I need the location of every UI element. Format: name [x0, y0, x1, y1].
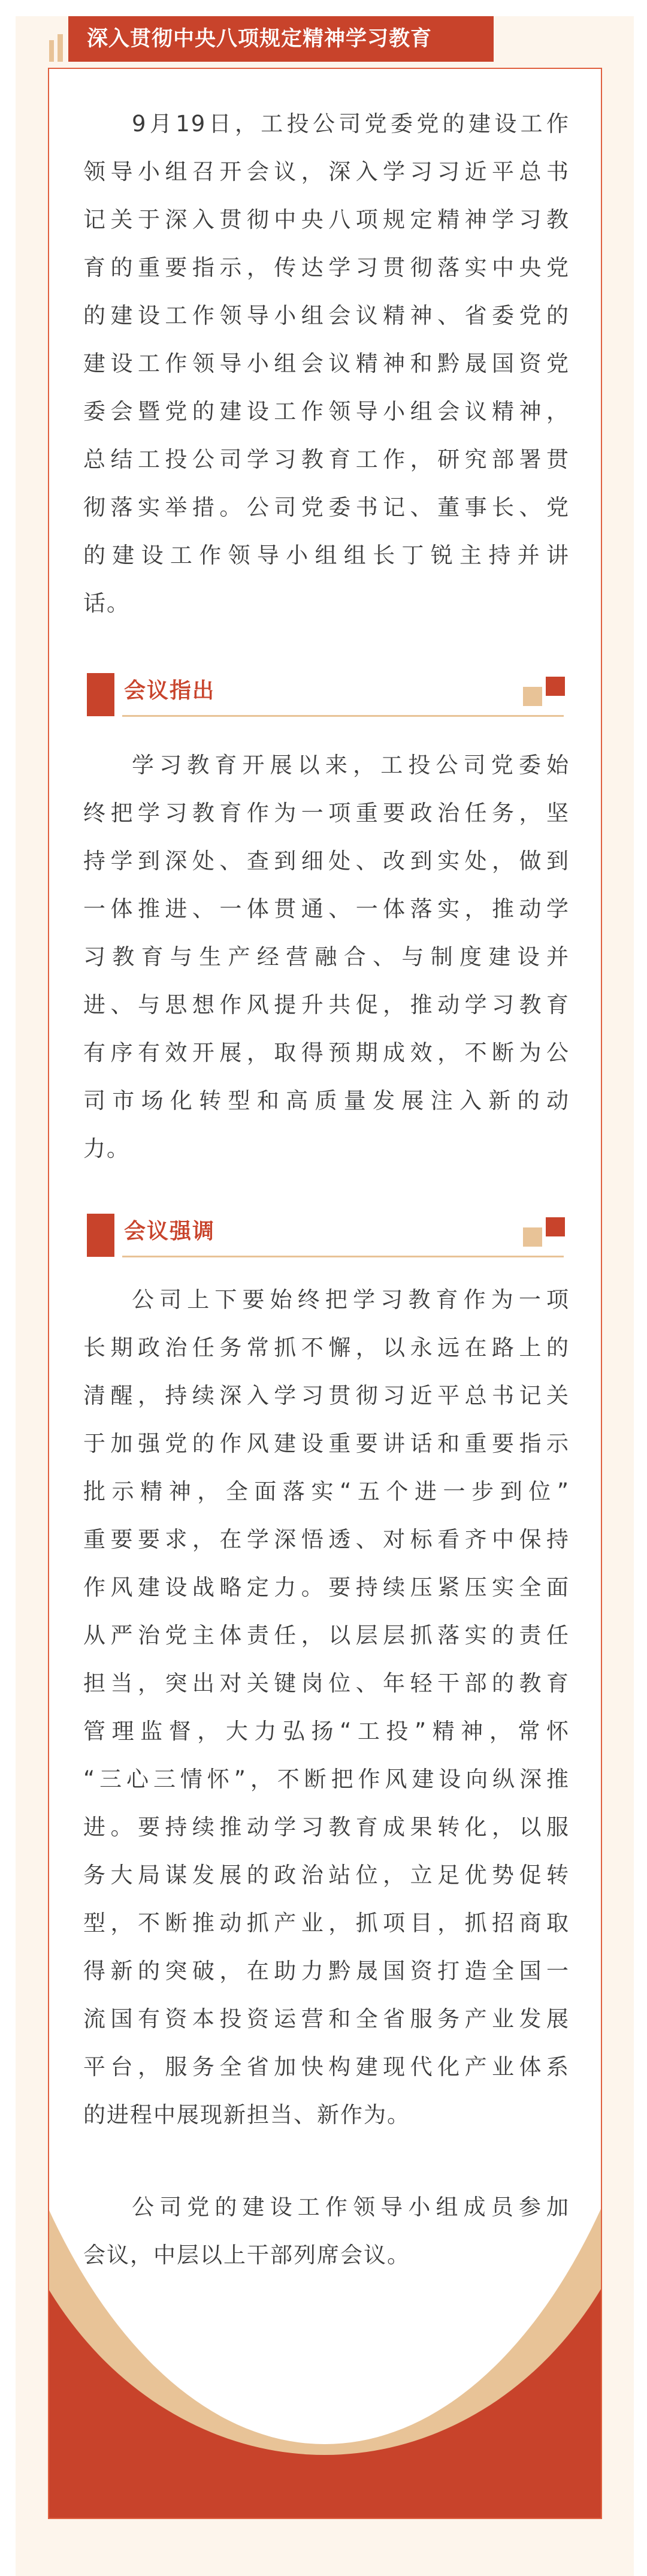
- text-line: 务大局谋发展的政治站位，立足优势促转: [83, 1862, 570, 1888]
- text-line: 重要要求，在学深悟透、对标看齐中保持: [83, 1527, 570, 1552]
- text-line: 建设工作领导小组会议精神和黔晟国资党: [83, 351, 570, 376]
- square-decor-icon: [546, 1217, 565, 1236]
- paragraph-intro: [83, 100, 570, 628]
- square-decor-icon: [523, 1227, 542, 1247]
- text-line: 得新的突破，在助力黔晟国资打造全国一: [83, 1958, 570, 1984]
- text-line: 流国有资本投资运营和全省服务产业发展: [83, 2006, 570, 2032]
- text-line: 型，不断推动抓产业，抓项目，抓招商取: [83, 1910, 570, 1936]
- text-line: 持学到深处、查到细处、改到实处，做到: [83, 848, 570, 874]
- text-line: 记关于深入贯彻中央八项规定精神学习教: [83, 207, 570, 233]
- text-line: 有序有效开展，取得预期成效，不断为公: [83, 1040, 570, 1066]
- text-line: 公司上下要始终把学习教育作为一项: [132, 1287, 570, 1313]
- text-line: 会议，中层以上干部列席会议。: [83, 2242, 410, 2268]
- section-underline: [122, 1256, 564, 1257]
- text-line: 平台，服务全省加快构建现代化产业体系: [83, 2054, 570, 2080]
- header-decor-bar: [49, 40, 54, 62]
- text-line: 终把学习教育作为一项重要政治任务，坚: [83, 800, 570, 826]
- text-line: 的建设工作领导小组会议精神、省委党的: [83, 303, 570, 328]
- text-line: 习教育与生产经营融合、与制度建设并: [83, 944, 570, 970]
- text-line: 学习教育开展以来，工投公司党委始: [132, 752, 570, 778]
- text-line: 长期政治任务常抓不懈，以永远在路上的: [83, 1335, 570, 1361]
- text-line: 一体推进、一体贯通、一体落实，推动学: [83, 896, 570, 922]
- text-line: 公司党的建设工作领导小组成员参加: [132, 2194, 570, 2220]
- paragraph-points: [83, 741, 570, 1173]
- article-card: [48, 68, 602, 2519]
- text-line: 从严治党主体责任，以层层抓落实的责任: [83, 1622, 570, 1648]
- section-marker: [87, 1214, 114, 1257]
- section-underline: [122, 715, 564, 717]
- text-line: 领导小组召开会议，深入学习习近平总书: [83, 159, 570, 185]
- article-title: 深入贯彻中央八项规定精神学习教育: [68, 16, 494, 62]
- section-title: 会议强调: [124, 1219, 216, 1244]
- header-decor-bar: [58, 34, 63, 62]
- bottom-arc-decoration: [49, 2098, 601, 2518]
- paragraph-emphasis: [83, 1276, 570, 2139]
- text-line: 管理监督，大力弘扬“工投”精神，常怀: [83, 1718, 570, 1744]
- text-line: 育的重要指示，传达学习贯彻落实中央党: [83, 255, 570, 280]
- text-line: 的进程中展现新担当、新作为。: [83, 2102, 410, 2128]
- text-line: 作风建设战略定力。要持续压紧压实全面: [83, 1574, 570, 1600]
- text-line: 批示精神，全面落实“五个进一步到位”: [83, 1479, 570, 1504]
- square-decor-icon: [523, 687, 542, 706]
- text-line: “三心三情怀”，不断把作风建设向纵深推: [83, 1766, 570, 1792]
- text-line: 话。: [83, 590, 130, 616]
- text-line: 9月19日，工投公司党委党的建设工作: [132, 111, 570, 137]
- text-line: 委会暨党的建设工作领导小组会议精神，: [83, 399, 570, 424]
- text-line: 清醒，持续深入学习贯彻习近平总书记关: [83, 1383, 570, 1408]
- text-line: 彻落实举措。公司党委书记、董事长、党: [83, 494, 570, 520]
- section-title: 会议指出: [124, 678, 216, 703]
- text-line: 于加强党的作风建设重要讲话和重要指示: [83, 1431, 570, 1456]
- text-line: 进。要持续推动学习教育成果转化，以服: [83, 1814, 570, 1840]
- section-heading-points: [86, 673, 564, 721]
- section-heading-emphasis: [86, 1214, 564, 1262]
- text-line: 的建设工作领导小组组长丁锐主持并讲: [83, 542, 570, 568]
- text-line: 进、与思想作风提升共促，推动学习教育: [83, 992, 570, 1018]
- paragraph-attendance: [83, 2183, 570, 2279]
- section-marker: [87, 673, 114, 716]
- text-line: 担当，突出对关键岗位、年轻干部的教育: [83, 1670, 570, 1696]
- text-line: 司市场化转型和高质量发展注入新的动: [83, 1088, 570, 1114]
- text-line: 总结工投公司学习教育工作，研究部署贯: [83, 447, 570, 472]
- text-line: 力。: [83, 1136, 130, 1162]
- square-decor-icon: [546, 677, 565, 696]
